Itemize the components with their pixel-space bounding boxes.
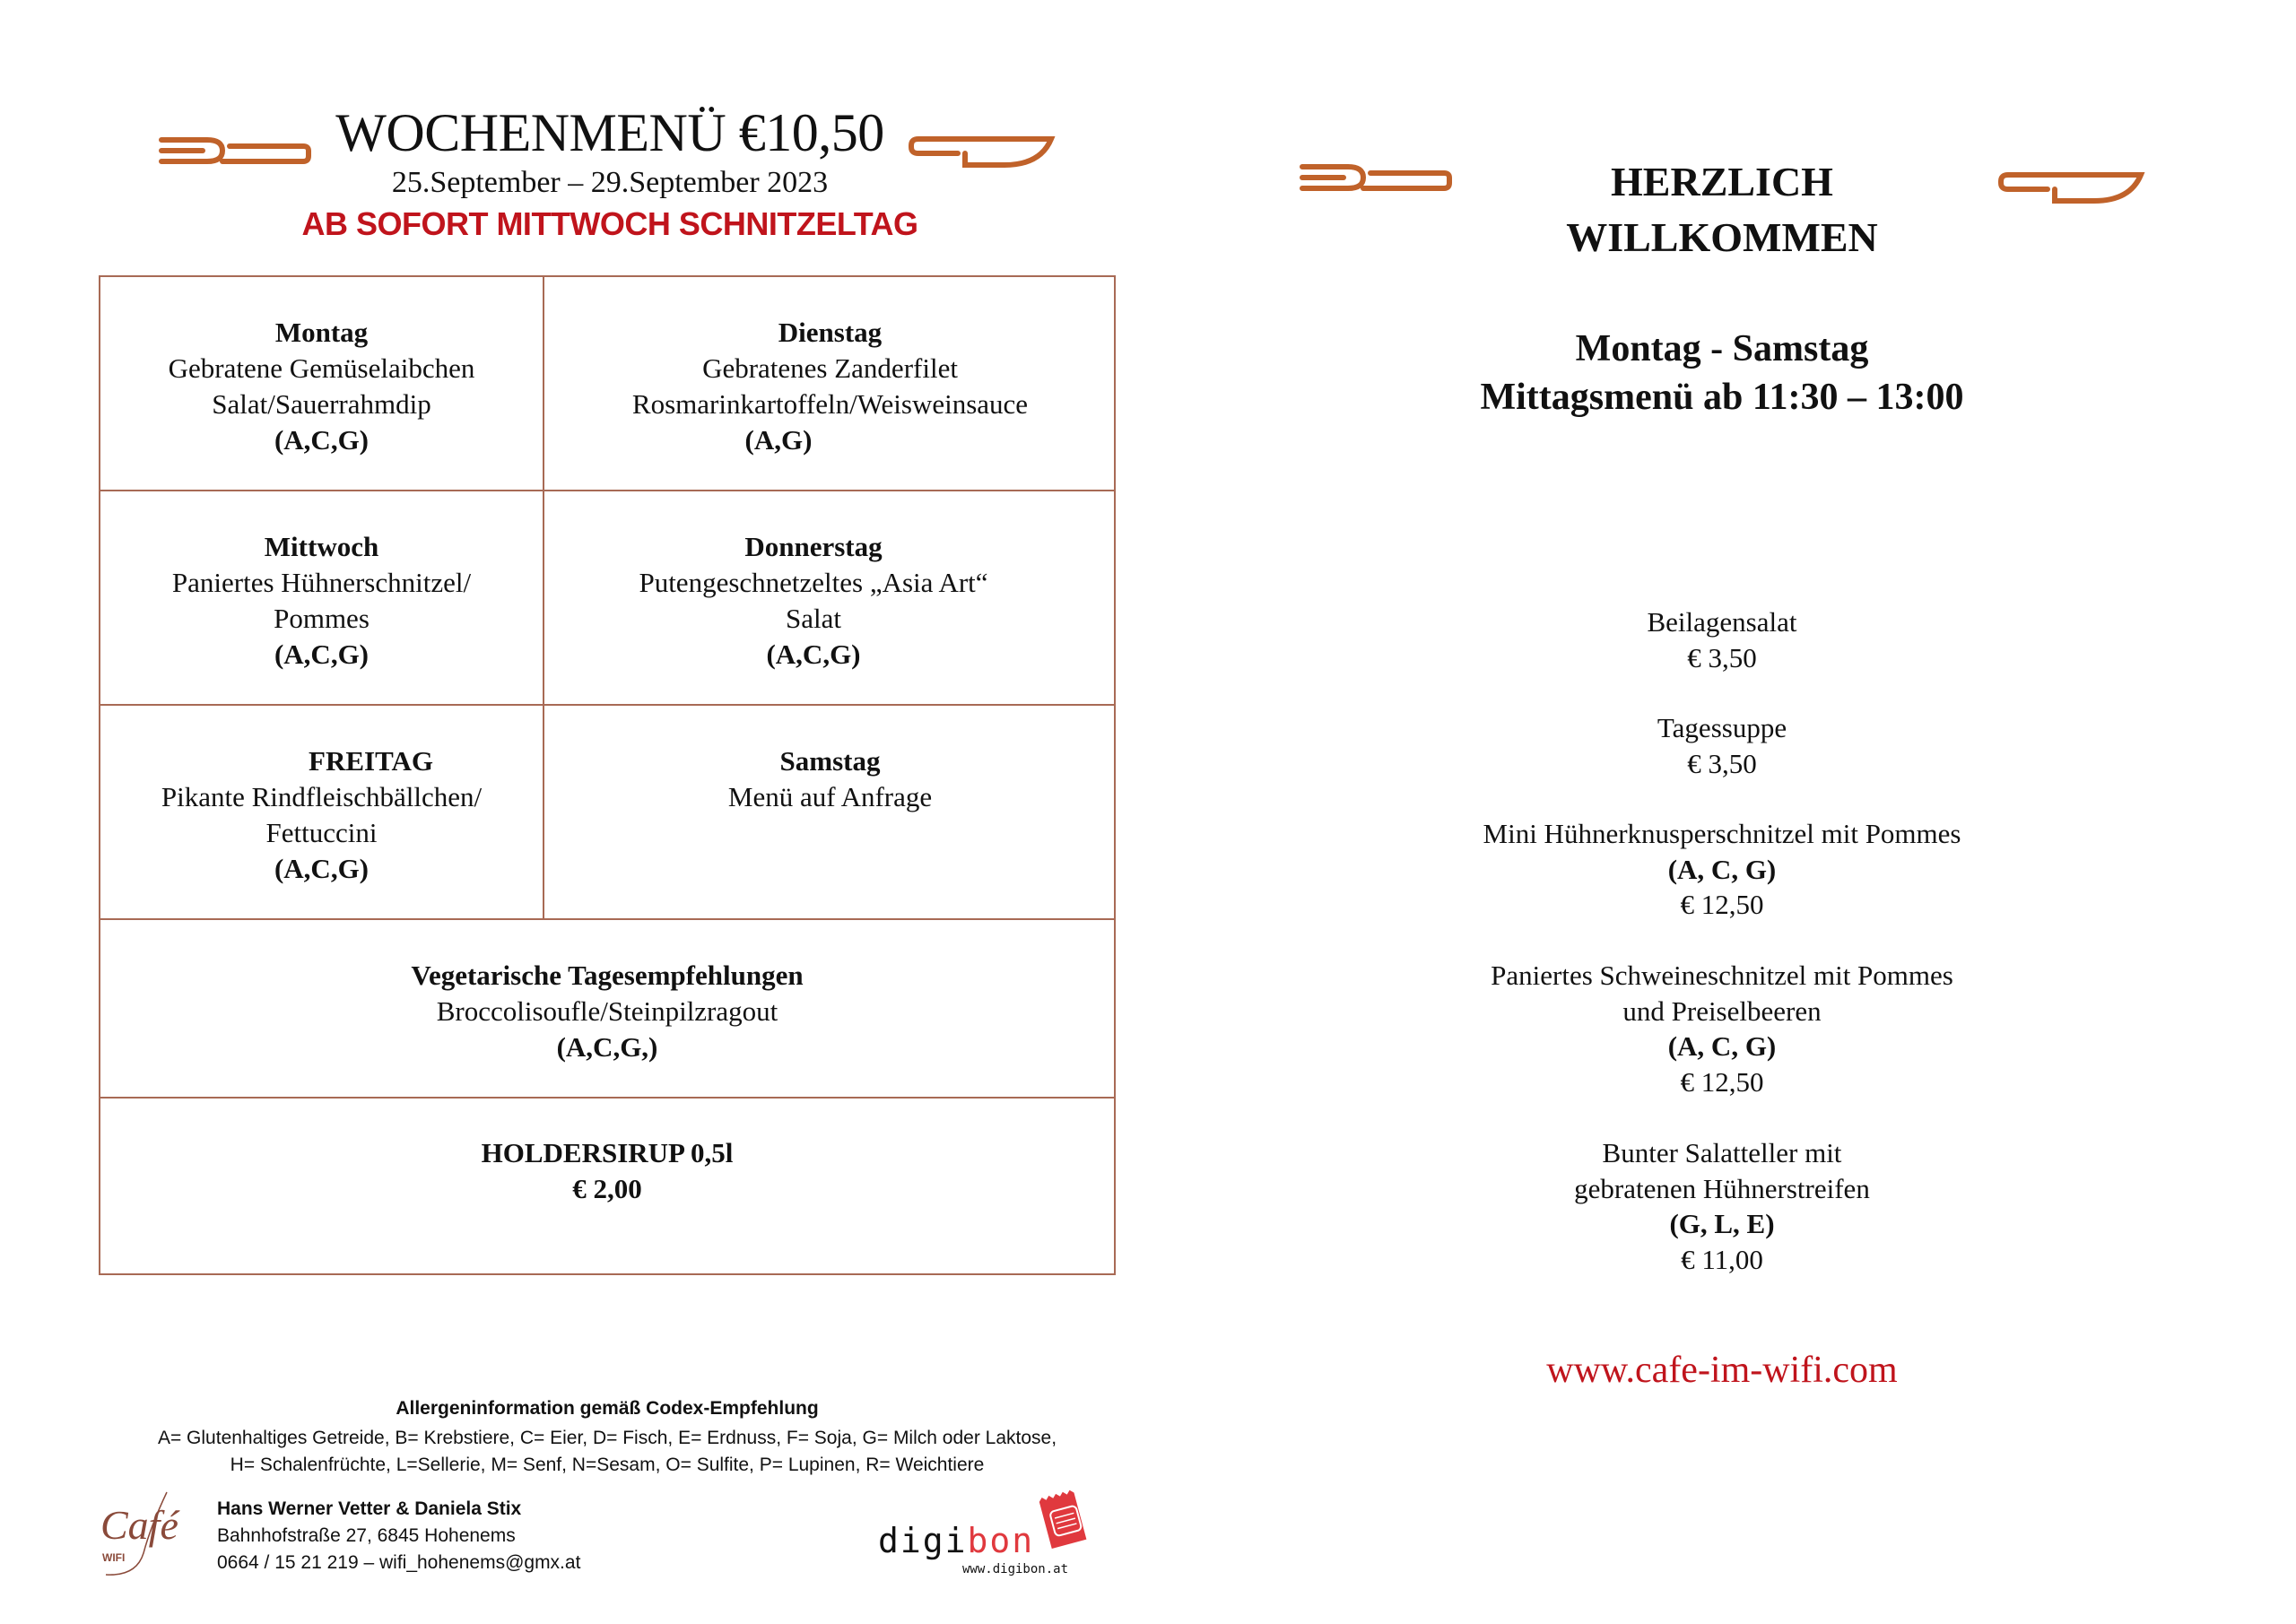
item-name: Tagessuppe bbox=[1657, 712, 1787, 743]
cafe-logo-script: Café bbox=[100, 1502, 178, 1548]
opening-days: Montag - Samstag bbox=[1575, 328, 1869, 369]
contact-phone-email: 0664 / 15 21 219 – wifi_hohenems@gmx.at bbox=[217, 1552, 581, 1573]
day-cell-samstag bbox=[544, 743, 1116, 815]
item-name: gebratenen Hühnerstreifen bbox=[1574, 1172, 1870, 1204]
day-cell-mittwoch bbox=[100, 529, 543, 673]
day-name: Mittwoch bbox=[264, 531, 379, 562]
allergen-codes: (A,G) bbox=[744, 424, 813, 456]
menu-item-schweineschnitzel bbox=[1399, 958, 2045, 1099]
table-divider bbox=[100, 704, 1114, 706]
welcome-heading-line1: HERZLICH bbox=[1611, 159, 1833, 204]
dish-line: Pommes bbox=[274, 603, 370, 634]
dish-line: Fettuccini bbox=[265, 817, 378, 848]
week-date-range: 25.September – 29.September 2023 bbox=[391, 166, 829, 199]
drink-price: € 2,00 bbox=[572, 1173, 642, 1204]
allergen-codes: (A, C, G) bbox=[1667, 1030, 1777, 1062]
schnitzel-day-notice: AB SOFORT MITTWOCH SCHNITZELTAG bbox=[301, 205, 918, 242]
item-name: Paniertes Schweineschnitzel mit Pommes bbox=[1491, 960, 1953, 991]
item-price: € 12,50 bbox=[1680, 889, 1764, 920]
drink-cell bbox=[100, 1135, 1114, 1207]
allergen-codes: (A,C,G) bbox=[766, 638, 861, 670]
dish-line: Gebratene Gemüselaibchen bbox=[168, 352, 475, 384]
day-name: Donnerstag bbox=[744, 531, 883, 562]
allergen-codes: (A,C,G,) bbox=[556, 1031, 658, 1063]
drink-name: HOLDERSIRUP 0,5l bbox=[481, 1137, 734, 1168]
dish-line: Salat/Sauerrahmdip bbox=[212, 388, 431, 420]
cafe-logo-swash bbox=[97, 1490, 187, 1580]
table-divider bbox=[100, 918, 1114, 920]
vegetarian-dish: Broccolisoufle/Steinpilzragout bbox=[436, 995, 778, 1027]
table-divider bbox=[100, 1097, 1114, 1099]
day-cell-dienstag bbox=[544, 315, 1116, 458]
menu-item-beilagensalat bbox=[1399, 604, 2045, 675]
allergen-codes: (A, C, G) bbox=[1667, 853, 1777, 885]
menu-item-tagessuppe bbox=[1399, 710, 2045, 781]
item-price: € 3,50 bbox=[1687, 641, 1757, 673]
website-link[interactable]: www.cafe-im-wifi.com bbox=[1546, 1350, 1898, 1391]
day-cell-donnerstag bbox=[544, 529, 1083, 673]
digibon-logo-digi: digi bbox=[878, 1521, 968, 1560]
allergen-codes: (A,C,G) bbox=[274, 853, 370, 884]
weekly-menu-title: WOCHENMENÜ €10,50 bbox=[335, 103, 884, 162]
lunch-hours: Mittagsmenü ab 11:30 – 13:00 bbox=[1480, 377, 1964, 418]
contact-name: Hans Werner Vetter & Daniela Stix bbox=[217, 1498, 522, 1519]
allergen-codes: (A,C,G) bbox=[274, 638, 370, 670]
dish-line: Pikante Rindfleischbällchen/ bbox=[161, 781, 483, 812]
item-name: und Preiselbeeren bbox=[1622, 994, 1822, 1027]
allergen-info-title: Allergeninformation gemäß Codex-Empfehlung bbox=[396, 1398, 819, 1419]
item-price: € 12,50 bbox=[1680, 1065, 1764, 1098]
contact-block bbox=[217, 1496, 580, 1576]
cafe-logo-sub: WIFI bbox=[102, 1551, 126, 1564]
welcome-heading-line2: WILLKOMMEN bbox=[1566, 214, 1878, 260]
item-price: € 11,00 bbox=[1681, 1243, 1763, 1275]
item-name: Bunter Salatteller mit bbox=[1602, 1137, 1842, 1168]
dish-line: Rosmarinkartoffeln/Weisweinsauce bbox=[631, 388, 1029, 420]
allergen-legend-line: H= Schalenfrüchte, L=Sellerie, M= Senf, N=Sesam, O= Sulfite, P= Lupinen, R= Weichtiere bbox=[230, 1455, 985, 1475]
dish-line: Paniertes Hühnerschnitzel/ bbox=[171, 567, 472, 598]
digibon-logo-bon: bon bbox=[967, 1521, 1035, 1560]
receipt-icon bbox=[1034, 1489, 1097, 1551]
day-name: Dienstag bbox=[778, 317, 883, 348]
dish-line: Gebratenes Zanderfilet bbox=[702, 352, 958, 384]
allergen-legend-line: A= Glutenhaltiges Getreide, B= Krebstiere, C= Eier, D= Fisch, E= Erdnuss, F= Soja, G= Milch oder Laktose, bbox=[157, 1428, 1057, 1448]
digibon-logo bbox=[874, 1489, 1099, 1587]
allergen-codes: (G, L, E) bbox=[1669, 1208, 1775, 1239]
item-name: Beilagensalat bbox=[1647, 606, 1797, 638]
weekly-menu-table bbox=[99, 275, 1116, 1275]
day-cell-freitag bbox=[100, 743, 543, 887]
dish-line: Menü auf Anfrage bbox=[727, 781, 933, 812]
contact-address: Bahnhofstraße 27, 6845 Hohenems bbox=[217, 1525, 516, 1546]
table-divider bbox=[100, 490, 1114, 491]
menu-item-salatteller bbox=[1399, 1135, 2045, 1277]
menu-item-huehnerknusperschnitzel bbox=[1399, 816, 2045, 923]
day-name: Samstag bbox=[779, 745, 881, 777]
day-name: Montag bbox=[274, 317, 369, 348]
item-name: Mini Hühnerknusperschnitzel mit Pommes bbox=[1483, 818, 1961, 849]
day-name: FREITAG bbox=[309, 745, 433, 777]
dish-line: Salat bbox=[786, 603, 841, 634]
allergen-codes: (A,C,G) bbox=[274, 424, 370, 456]
day-cell-montag bbox=[100, 315, 543, 458]
item-price: € 3,50 bbox=[1687, 747, 1757, 779]
digibon-logo-url: www.digibon.at bbox=[962, 1562, 1069, 1576]
vegetarian-cell bbox=[100, 958, 1114, 1065]
cafe-wifi-logo bbox=[97, 1490, 187, 1580]
vegetarian-title: Vegetarische Tagesempfehlungen bbox=[411, 960, 804, 991]
dish-line: Putengeschnetzeltes „Asia Art“ bbox=[639, 567, 988, 598]
